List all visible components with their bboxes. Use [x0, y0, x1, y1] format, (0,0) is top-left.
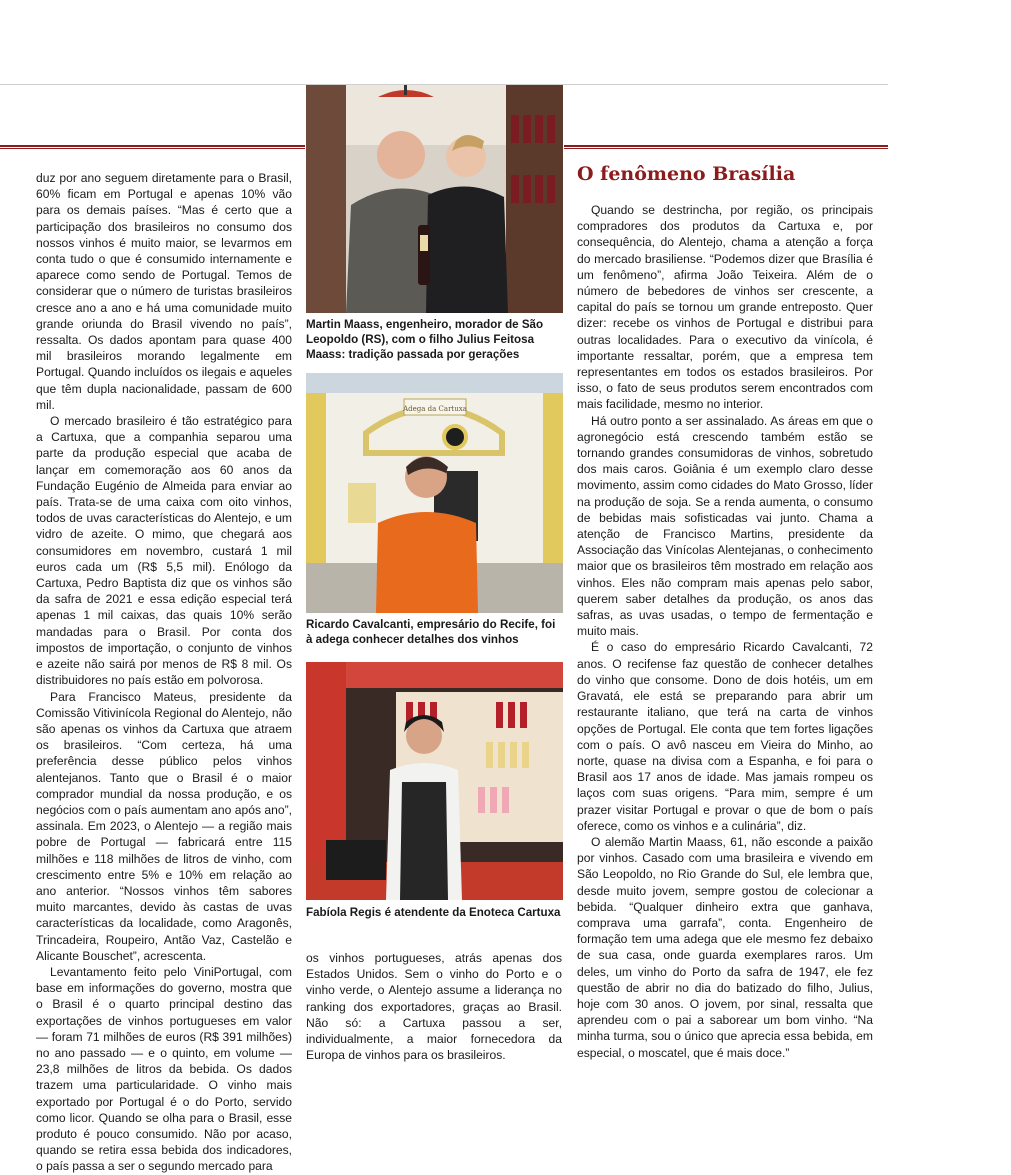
photo-caption: Martin Maass, engenheiro, morador de São Leopoldo (RS), com o filho Julius Feitosa Maass: tradição passada por gerações	[306, 318, 544, 361]
sidebar-paragraph: É o caso do empresário Ricardo Cavalcanti, 72 anos. O recifense faz questão de conhecer detalhes do vinho que consome. Dono de dois hotéis, um em Gravatá, ele está se preparando para abrir um restaurante italiano, que terá na carta de vinhos opções de Portugal. Ele conta que tem fortes ligações com o país. O avô nasceu em Vieira do Minho, ao norte, quase na divisa com a Espanha, e foi para o Brasil aos 17 anos de idade. Mas jamais rompeu os laços com suas origens. “Para mim, sempre é um prazer visitar Portugal e provar o que de bom o país oferece, como os vinhos e a culinária”, diz.	[577, 640, 873, 833]
sidebar-paragraph: Há outro ponto a ser assinalado. As áreas em que o agronegócio está crescendo também estão se tornando grandes consumidoras de vinhos, sobretudo dos mais caros. Goiânia é um exemplo claro desse movimento, assim como cidades do Mato Grosso, líder na produção de soja. Se a renda aumenta, o consumo de bebidas mais sofisticadas vai junto. Chama a atenção de Francisco Martins, presidente da Associação das Vinícolas Alentejanas, o conhecimento maior que os brasileiros têm mostrado em relação aos vinhos. Eles não compram mais apenas pelo sabor, querem saber detalhes da produção, os anos das safras, as uvas usadas, o tempo de fermentação e muito mais.	[577, 413, 873, 639]
article-paragraph: O mercado brasileiro é tão estratégico para a Cartuxa, que a companhia separou uma parte da produção especial que acaba de lançar em comemoração aos 60 anos da Fundação Eugénio de Almeida para enviar ao país. Trata-se de uma caixa com oito vinhos, todos de uvas características do Alentejo, e um vidro de azeite. O mimo, que chegará aos consumidores em novembro, custará 1 mil euros cada um (R$ 5,5 mil). Enólogo da Cartuxa, Pedro Baptista diz que os vinhos são da safra de 2021 e essa edição especial terá apenas 1 mil caixas, das quais 10% serão mandadas para o Brasil. Por conta dos impostos de importação, o conjunto de vinhos e azeite não sairá por menos de R$ 8 mil. Os distribuidores no país estão em polvorosa.	[36, 414, 292, 688]
photo-caption: Fabíola Regis é atendente da Enoteca Cartuxa	[306, 906, 561, 919]
sidebar-paragraph: Quando se destrincha, por região, os principais compradores dos produtos da Cartuxa e, por consequência, do Alentejo, chama a atenção a força do mercado brasiliense. “Podemos dizer que Brasília é um fenômeno”, afirma João Teixeira. Além de o número de bebedores de vinhos ser crescente, a capital do país se tornou um grande entreposto. Quer dizer: recebe os vinhos de Portugal e distribui para outras localidades. Para o executivo da vinícola, é importante ressaltar, porém, que a empresa tem representantes em todos os estados brasileiros. Por isso, o fato de seus produtos serem encontrados com mais facilidade, mesmo no interior.	[577, 203, 873, 412]
photo-attendant	[306, 662, 563, 900]
sidebar-paragraph: O alemão Martin Maass, 61, não esconde a paixão por vinhos. Casado com uma brasileira e vivendo em São Leopoldo, no Rio Grande do Sul, ele lembra que, desde muito jovem, sempre gostou de colecionar a bebida. “Qualquer dinheiro extra que ganhava, comprava uma garrafa”, conta. Engenheiro de formação tem uma adega que ele mesmo fez debaixo de sua casa, onde guarda exemplares raros. Um deles, um vinho do Porto da safra de 1947, ele fez questão de abrir no dia do batizado do filho, Julius, hoje com 30 anos. O jovem, por sinal, ressalta que aprendeu com o pai a saborear um bom vinho. “Na minha turma, sou o único que aprecia essa bebida, em especial, o moscatel, que é mais doce.”	[577, 834, 873, 1060]
article-column-2	[306, 950, 562, 1063]
article-paragraph: Para Francisco Mateus, presidente da Comissão Vitivinícola Regional do Alentejo, não são apenas os vinhos da Cartuxa que atraem os brasileiros. “Com certeza, há uma preferência desse público pelos vinhos alentejanos. Tanto que o Brasil é o maior comprador mundial da nossa produção, e os negócios com o país aumentam ano após ano”, assinala. Em 2023, o Alentejo — a região mais pobre de Portugal — fabricará entre 115 milhões e 118 milhões de litros de vinho, com crescimento entre 5% e 10% em relação ao ano anterior. “Nossos vinhos têm sabores muito marcantes, devido às castas de uvas características da localidade, como Aragonês, Trincadeira, Roupeiro, Antão Vaz, Castelão e Alicante Bouschet”, acrescenta.	[36, 689, 292, 963]
sidebar-headline: O fenômeno Brasília	[577, 163, 796, 185]
article-column-1	[36, 170, 292, 1175]
article-paragraph: duz por ano seguem diretamente para o Brasil, 60% ficam em Portugal e apenas 10% vão para os demais países. “Mas é certo que a participação dos brasileiros no consumo dos nossos vinhos é muito maior, se levarmos em conta tudo o que é consumido internamente e aparece como sendo de Portugal. Temos de considerar que o número de turistas brasileiros cresce ano a ano e há uma comunidade muito grande oriunda do Brasil vivendo no país”, ressalta. Os dados apontam para quase 400 mil brasileiros morando legalmente em Portugal. Quando incluídos os ilegais e aqueles que têm dupla nacionalidade, passam de 600 mil.	[36, 171, 292, 412]
article-paragraph: Levantamento feito pelo ViniPortugal, com base em informações do governo, mostra que o Brasil é o quarto principal destino das exportações de vinhos portugueses em valor — foram 71 milhões de euros (R$ 391 milhões) no ano passado — e o quinto, em volume — 23,8 milhões de litros da bebida. Os dados trazem uma particularidade. O vinho mais exportado por Portugal é o do Porto, servido como licor. Quando se olha para o Brasil, esse produto é pouco consumido. Não por acaso, quando se retira essa bebida dos indicadores, o país passa a ser o segundo mercado para	[36, 964, 292, 1174]
section-rule-right	[564, 145, 888, 149]
article-paragraph: os vinhos portugueses, atrás apenas dos Estados Unidos. Sem o vinho do Porto e o vinho verde, o Alentejo assume a liderança no ranking dos exportadores, graças ao Brasil. Não só: a Cartuxa passou a ser, individualmente, a maior fornecedora da Europa de vinhos para os brasileiros.	[306, 951, 562, 1063]
photo-father-son	[306, 85, 563, 313]
photo-caption: Ricardo Cavalcanti, empresário do Recife, foi à adega conhecer detalhes dos vinhos	[306, 618, 556, 646]
sidebar-column	[577, 202, 873, 1061]
winery-sign: Adega da Cartuxa	[403, 405, 467, 413]
photo-winery	[306, 373, 563, 613]
section-rule-left	[0, 145, 305, 149]
